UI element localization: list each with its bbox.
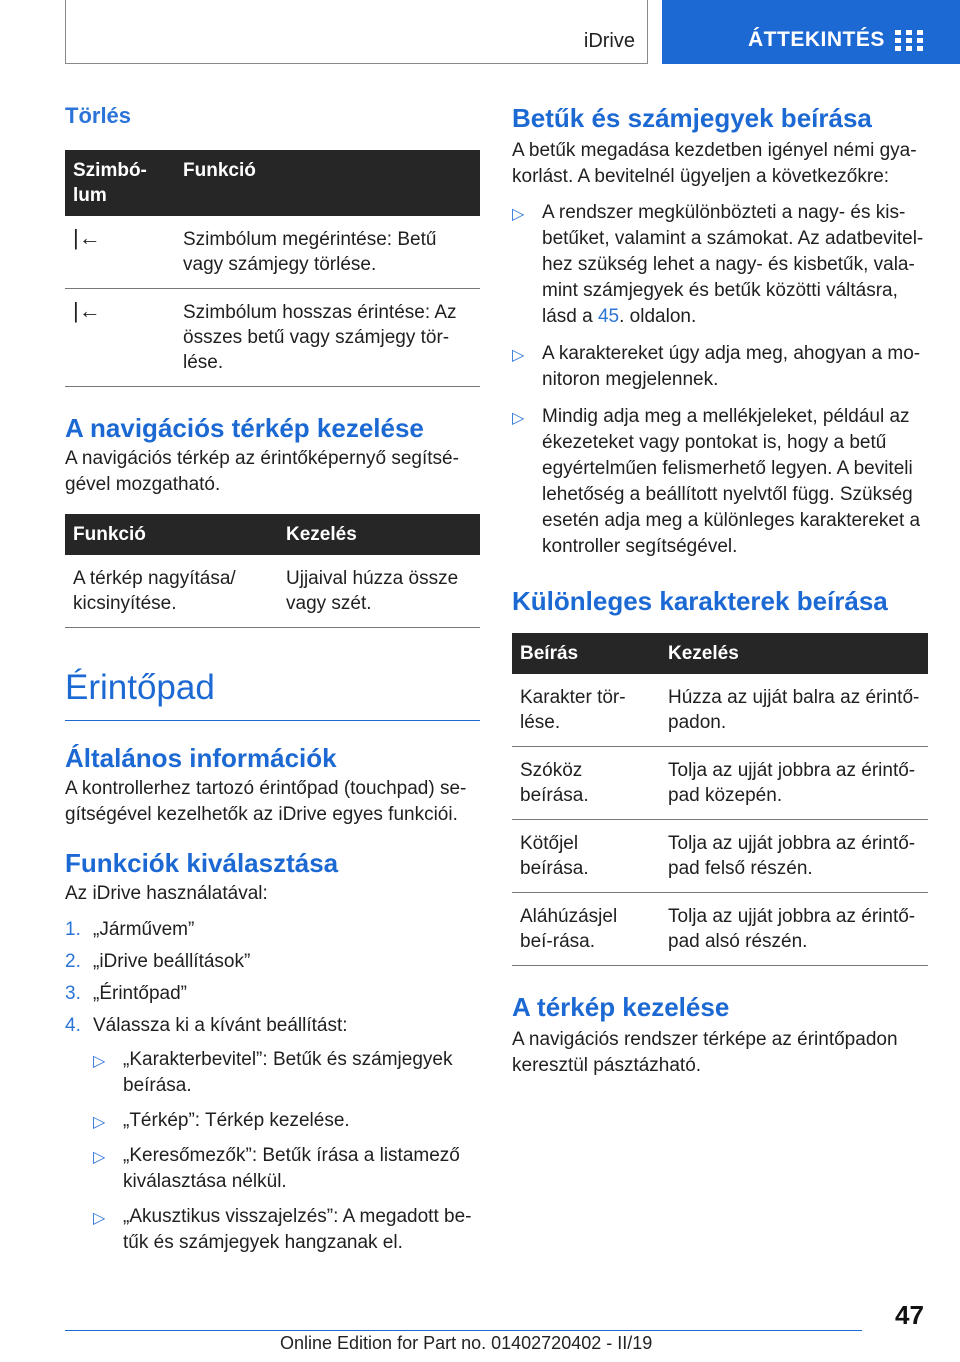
nav-map-heading: A navigációs térkép kezelése xyxy=(65,413,424,443)
triangle-bullet-icon: ▷ xyxy=(93,1210,106,1227)
torles-heading: Törlés xyxy=(65,103,132,128)
letters-heading: Betűk és számjegyek beírása xyxy=(512,103,872,133)
list-item: ▷ A karaktereket úgy adja meg, ahogyan a mo-nitoron megjelennek. xyxy=(512,343,921,390)
right-column xyxy=(512,103,928,1079)
table-row xyxy=(512,674,928,747)
triangle-bullet-icon: ▷ xyxy=(512,206,525,223)
triangle-bullet-icon: ▷ xyxy=(93,1114,106,1131)
torles-row-text: Szimbólum megérintése: Betű vagy számjegy törlése. xyxy=(175,216,480,289)
list-item: 1. „Járművem” xyxy=(65,919,195,940)
special-header-input: Beírás xyxy=(512,633,660,674)
letters-intro: A betűk megadása kezdetben igényel némi gya-korlást. A bevitelnél ügyeljen a következőkre: xyxy=(512,140,917,187)
triangle-bullet-icon: ▷ xyxy=(512,347,525,364)
page-number: 47 xyxy=(895,1300,924,1330)
nav-map-intro: A navigációs térkép az érintőképernyő segítsé-gével mozgatható. xyxy=(65,448,459,495)
special-cell: Kötőjel beírása. xyxy=(512,820,660,893)
delete-symbol-icon: |← xyxy=(73,298,101,323)
table-row xyxy=(512,820,928,893)
select-functions-intro: Az iDrive használatával: xyxy=(65,883,268,904)
list-item: ▷ Mindig adja meg a mellékjeleket, például az ékezeteket vagy pontokat is, hogy a betű egyértelműen felismerhető legyen. A beviteli lehetőség a beállított nyelvtől függ. Szükség esetén adja meg a különleges karaktereket a kontroller segítségével. xyxy=(512,406,921,557)
nav-map-cell: Ujjaival húzza össze vagy szét. xyxy=(278,555,480,628)
list-item: ▷ A rendszer megkülönbözteti a nagy- és kis-betűket, valamint a számokat. Az adatbevitel-hez szükség lehet a nagy- és kisbetűk, vala-mint számjegyek és betűk közötti váltásra, lásd a 45. oldalon. xyxy=(512,202,924,327)
table-row xyxy=(512,747,928,820)
table-row xyxy=(65,555,480,628)
list-item: ▷ „Karakterbevitel”: Betűk és számjegyek beírása. xyxy=(93,1049,453,1096)
list-item: ▷ „Keresőmezők”: Betűk írása a listamező kiválasztása nélkül. xyxy=(93,1145,460,1192)
nav-map-table xyxy=(65,514,480,628)
left-column xyxy=(65,103,480,1256)
general-info-text: A kontrollerhez tartozó érintőpad (touchpad) se-gítségével kezelhetők az iDrive egyes funkciói. xyxy=(65,778,467,825)
steps-list xyxy=(65,917,480,1039)
special-cell: Húzza az ujját balra az érintő-padon. xyxy=(660,674,928,747)
footer-divider xyxy=(65,1330,862,1331)
header-section-box xyxy=(65,0,648,64)
page-reference-link[interactable]: 45 xyxy=(597,306,620,327)
header-section-label: iDrive xyxy=(583,30,635,52)
footer-edition: Online Edition for Part no. 01402720402 - II/19 xyxy=(280,1333,653,1353)
torles-table xyxy=(65,150,480,387)
list-item: 2. „iDrive beállítások” xyxy=(65,951,251,972)
list-item: 3. „Érintőpad” xyxy=(65,983,187,1004)
table-row xyxy=(512,893,928,966)
select-functions-heading: Funkciók kiválasztása xyxy=(65,848,339,878)
grid-menu-icon[interactable] xyxy=(895,30,923,52)
torles-table-header-symbol: Szimbó- lum xyxy=(65,150,175,216)
letters-rules-list xyxy=(512,200,928,560)
torles-table-header-function: Funkció xyxy=(175,150,480,216)
table-row xyxy=(65,216,480,289)
setting-options-list xyxy=(93,1047,480,1256)
delete-symbol-icon: |← xyxy=(73,225,101,250)
header-chapter-tab[interactable] xyxy=(662,0,960,64)
nav-map-cell: A térkép nagyítása/ kicsinyítése. xyxy=(65,555,278,628)
special-cell: Tolja az ujját jobbra az érintő-pad közepén. xyxy=(660,747,928,820)
special-cell: Szóköz beírása. xyxy=(512,747,660,820)
special-cell: Tolja az ujját jobbra az érintő-pad felső részén. xyxy=(660,820,928,893)
list-item: ▷ „Akusztikus visszajelzés”: A megadott be-tűk és számjegyek hangzanak el. xyxy=(93,1206,472,1253)
torles-row-text: Szimbólum hosszas érintése: Az összes betű vagy számjegy tör-lése. xyxy=(175,289,480,387)
section-divider xyxy=(65,720,480,721)
special-chars-heading: Különleges karakterek beírása xyxy=(512,586,888,616)
general-info-heading: Általános információk xyxy=(65,743,337,773)
header-chapter-label: ÁTTEKINTÉS xyxy=(748,28,885,51)
nav-map-header-usage: Kezelés xyxy=(278,514,480,555)
special-chars-table xyxy=(512,633,928,966)
table-row xyxy=(65,289,480,387)
touchpad-heading: Érintőpad xyxy=(65,668,215,707)
map-text: A navigációs rendszer térképe az érintőpadon keresztül pásztázható. xyxy=(512,1029,898,1076)
triangle-bullet-icon: ▷ xyxy=(93,1053,106,1070)
list-item: ▷ „Térkép”: Térkép kezelése. xyxy=(93,1108,480,1134)
map-heading: A térkép kezelése xyxy=(512,992,730,1022)
nav-map-header-function: Funkció xyxy=(65,514,278,555)
triangle-bullet-icon: ▷ xyxy=(512,410,525,427)
triangle-bullet-icon: ▷ xyxy=(93,1149,106,1166)
special-cell: Karakter tör-lése. xyxy=(512,674,660,747)
list-item: 4. Válassza ki a kívánt beállítást: xyxy=(65,1015,348,1036)
special-cell: Tolja az ujját jobbra az érintő-pad alsó részén. xyxy=(660,893,928,966)
special-header-usage: Kezelés xyxy=(660,633,928,674)
special-cell: Aláhúzásjel beí-rása. xyxy=(512,893,660,966)
